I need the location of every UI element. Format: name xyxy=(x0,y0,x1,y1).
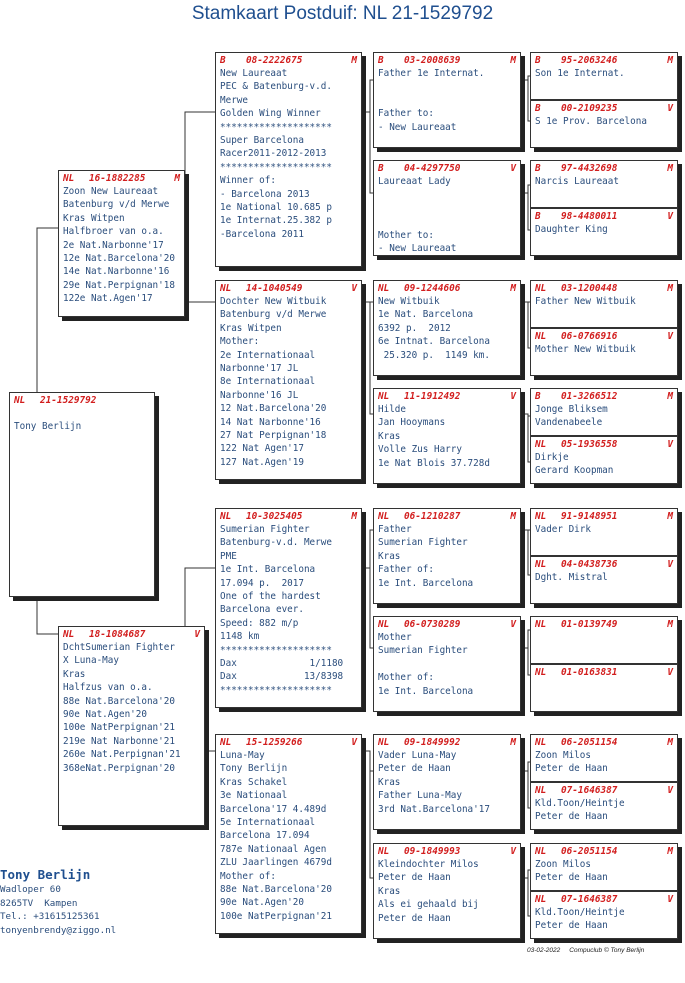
pigeon-info-line: 1148 km xyxy=(220,631,260,643)
pigeon-info-line: Batenburg v/d Merwe xyxy=(63,199,170,211)
ring-number: 09-1849993 xyxy=(404,846,461,857)
pigeon-card-mv xyxy=(215,508,362,708)
pigeon-info-line xyxy=(378,202,516,215)
pigeon-card-g14 xyxy=(530,782,678,830)
country-code: NL xyxy=(14,395,26,406)
pigeon-info-line: 29e Nat.Perpignan'18 xyxy=(63,279,175,291)
sex-marker: V xyxy=(667,785,673,796)
ring-number: 95-2063246 xyxy=(561,55,618,66)
country-code: NL xyxy=(220,737,232,748)
pigeon-info-line: 122e Nat.Agen'17 xyxy=(63,293,153,305)
pigeon-card-g2 xyxy=(530,100,678,148)
pigeon-info-line: Hilde xyxy=(378,404,406,415)
sex-marker: M xyxy=(510,55,516,66)
country-code: B xyxy=(378,163,384,174)
pigeon-info-line: Jonge Bliksem xyxy=(535,404,608,415)
pigeon-info-line: One of the hardest xyxy=(220,591,321,603)
pigeon-info-line: Daughter King xyxy=(535,224,608,235)
pigeon-card-g11 xyxy=(530,616,678,664)
pigeon-info-line: Volle Zus Harry xyxy=(378,444,462,456)
pigeon-info-line: Halfbroer van o.a. xyxy=(63,226,164,238)
ring-number: 06-1210287 xyxy=(404,511,461,522)
ring-number: 16-1882285 xyxy=(89,173,146,184)
pigeon-info-line: 88e Nat.Barcelona'20 xyxy=(63,695,175,707)
pigeon-info-line: Vader Luna-May xyxy=(378,750,457,761)
pigeon-card-self xyxy=(9,392,155,597)
pigeon-info-line: ZLU Jaarlingen 4679d xyxy=(220,857,332,869)
pigeon-info-line: 90e Nat.Agen'20 xyxy=(63,709,147,721)
sex-marker: M xyxy=(174,173,180,184)
pigeon-info-line: Narcis Laureaat xyxy=(535,176,619,187)
ring-number: 18-1084687 xyxy=(89,629,146,640)
ring-number: 03-2008639 xyxy=(404,55,461,66)
ring-header xyxy=(535,163,673,175)
ring-number: 98-4480011 xyxy=(561,211,618,222)
country-code: NL xyxy=(378,511,390,522)
pigeon-info-line: Kld.Toon/Heintje xyxy=(535,798,625,809)
pigeon-info-line: Kleindochter Milos xyxy=(378,859,479,870)
pigeon-info-line: Mother of: xyxy=(220,870,276,882)
country-code: NL xyxy=(220,283,232,294)
pigeon-info-line: 122 Nat Agen'17 xyxy=(220,443,304,455)
ring-header xyxy=(535,211,673,223)
sex-marker: V xyxy=(351,737,357,748)
ring-number: 09-1244606 xyxy=(404,283,461,294)
pigeon-info-line: Peter de Haan xyxy=(535,920,608,932)
pigeon-info-line: Mother xyxy=(378,632,412,643)
pigeon-info-line: Mother: xyxy=(220,336,260,348)
country-code: B xyxy=(535,211,541,222)
sex-marker: M xyxy=(667,391,673,402)
pigeon-info-line: Halfzus van o.a. xyxy=(63,682,153,694)
pigeon-info-line: 1e Nat Blois 37.728d xyxy=(378,457,490,469)
page-title: Stamkaart Postduif: NL 21-1529792 xyxy=(191,3,494,24)
pigeon-card-vmv xyxy=(373,280,521,376)
ring-header xyxy=(63,629,200,641)
country-code: B xyxy=(535,391,541,402)
pigeon-info-line: Kras Witpen xyxy=(220,322,282,334)
pigeon-card-g1 xyxy=(530,52,678,100)
pigeon-info-line: 1e National 10.685 p xyxy=(220,202,332,214)
country-code: NL xyxy=(378,283,390,294)
pigeon-info-line: Kras xyxy=(378,776,401,788)
pigeon-card-mmv xyxy=(373,734,521,830)
pigeon-info-line: New Laureaat xyxy=(220,68,288,79)
pigeon-card-g3 xyxy=(530,160,678,208)
pigeon-info-line xyxy=(378,80,516,93)
pigeon-info-line: - New Laureaat xyxy=(378,121,457,133)
pigeon-info-line: Zoon Milos xyxy=(535,859,591,870)
ring-number: 11-1912492 xyxy=(404,391,461,402)
country-code: B xyxy=(220,55,226,66)
ring-header xyxy=(378,737,516,749)
country-code: NL xyxy=(63,173,75,184)
ring-number: 97-4432698 xyxy=(561,163,618,174)
pigeon-info-line: Barcelona'17 4.489d xyxy=(220,803,327,815)
pigeon-info-line: 1e Int. Barcelona xyxy=(220,564,316,576)
pigeon-info-line: Father to: xyxy=(378,108,434,120)
sex-marker: M xyxy=(510,511,516,522)
ring-number: 01-3266512 xyxy=(561,391,618,402)
sex-marker: M xyxy=(667,55,673,66)
pigeon-card-mmm xyxy=(373,843,521,939)
sex-marker: V xyxy=(667,103,673,114)
pigeon-info-line: Zoon New Laureaat xyxy=(63,186,159,197)
pigeon-info-line: 1e Int. Barcelona xyxy=(378,577,474,589)
ring-header xyxy=(220,55,357,67)
pigeon-info-line: Father Luna-May xyxy=(378,790,462,802)
pigeon-info-line: Gerard Koopman xyxy=(535,465,614,477)
pigeon-info-line: ******************** xyxy=(220,644,332,656)
country-code: B xyxy=(535,55,541,66)
ring-number: 00-2109235 xyxy=(561,103,618,114)
breeder-info xyxy=(0,867,116,937)
pigeon-info-line: Father 1e Internat. xyxy=(378,68,485,79)
pigeon-info-line: Peter de Haan xyxy=(535,872,608,884)
ring-number: 04-4297750 xyxy=(404,163,461,174)
ring-header xyxy=(535,846,673,858)
pigeon-info-line: Father of: xyxy=(378,564,434,576)
ring-number: 91-9148951 xyxy=(561,511,618,522)
pigeon-info-line: 3e Nationaal xyxy=(220,790,288,802)
pigeon-info-line: Sumerian Fighter xyxy=(220,524,310,535)
pigeon-info-line: Sumerian Fighter xyxy=(378,645,468,657)
sex-marker: V xyxy=(510,619,516,630)
country-code: NL xyxy=(535,511,547,522)
ring-header xyxy=(378,55,516,67)
sex-marker: V xyxy=(667,894,673,905)
pigeon-info-line: Racer2011-2012-2013 xyxy=(220,148,327,160)
pigeon-info-line: Kras xyxy=(378,550,401,562)
pigeon-info-line: 1e Int. Barcelona xyxy=(378,685,474,697)
pigeon-info-line: -Barcelona 2011 xyxy=(220,228,304,240)
breeder-phone: Tel.: +31615125361 xyxy=(0,911,100,923)
pigeon-info-line: 3rd Nat.Barcelona'17 xyxy=(378,803,490,815)
pigeon-info-line: 14 Nat Narbonne'16 xyxy=(220,416,321,428)
pigeon-info-line: Barcelona 17.094 xyxy=(220,830,310,842)
pigeon-info-line: Mother to: xyxy=(378,229,434,241)
pigeon-info-line: Jan Hooymans xyxy=(378,417,446,429)
ring-number: 03-1200448 xyxy=(561,283,618,294)
breeder-city: 8265TV Kampen xyxy=(0,897,78,909)
pigeon-info-line: Golden Wing Winner xyxy=(220,108,321,120)
country-code: NL xyxy=(535,737,547,748)
pigeon-info-line: Merwe xyxy=(220,94,248,106)
ring-number: 21-1529792 xyxy=(40,395,97,406)
pigeon-info-line: 14e Nat.Narbonne'16 xyxy=(63,266,170,278)
pigeon-card-vader xyxy=(58,170,185,317)
pigeon-info-line: 90e Nat.Agen'20 xyxy=(220,897,304,909)
country-code: NL xyxy=(535,894,547,905)
pigeon-info-line: Vandenabeele xyxy=(535,417,603,429)
pigeon-info-line: 6e Intnat. Barcelona xyxy=(378,336,490,348)
country-code: NL xyxy=(535,846,547,857)
pigeon-card-g10 xyxy=(530,556,678,604)
pigeon-info-line: 787e Nationaal Agen xyxy=(220,843,327,855)
pigeon-info-line: 2e Nat.Narbonne'17 xyxy=(63,239,164,251)
pigeon-info-line: X Luna-May xyxy=(63,655,119,667)
ring-header xyxy=(535,55,673,67)
ring-header xyxy=(535,559,673,571)
pigeon-info-line: Narbonne'16 JL xyxy=(220,389,299,401)
pigeon-info-line: Kld.Toon/Heintje xyxy=(535,907,625,918)
ring-header xyxy=(378,846,516,858)
pigeon-info-line: Als ei gehaald bij xyxy=(378,899,479,911)
pigeon-info-line: 127 Nat.Agen'19 xyxy=(220,456,304,468)
ring-header xyxy=(535,894,673,906)
pigeon-info-line: PEC & Batenburg-v.d. xyxy=(220,81,332,93)
pigeon-info-line: Barcelona ever. xyxy=(220,604,304,616)
sex-marker: V xyxy=(667,559,673,570)
ring-number: 06-0730289 xyxy=(404,619,461,630)
pigeon-card-vmm xyxy=(373,388,521,484)
pigeon-card-vm xyxy=(215,280,362,480)
ring-number: 06-0766916 xyxy=(561,331,618,342)
ring-header xyxy=(535,667,673,679)
ring-number: 07-1646387 xyxy=(561,785,618,796)
country-code: NL xyxy=(535,559,547,570)
ring-number: 15-1259266 xyxy=(246,737,303,748)
ring-header xyxy=(378,283,516,295)
pigeon-info-line: Tony Berlijn xyxy=(220,763,288,775)
pigeon-info-line: Peter de Haan xyxy=(378,912,451,924)
country-code: NL xyxy=(378,619,390,630)
pigeon-card-g7 xyxy=(530,388,678,436)
ring-number: 01-0139749 xyxy=(561,619,618,630)
country-code: NL xyxy=(535,667,547,678)
sex-marker: V xyxy=(194,629,200,640)
ring-header xyxy=(535,439,673,451)
ring-number: 07-1646387 xyxy=(561,894,618,905)
pigeon-info-line: New Witbuik xyxy=(378,296,440,307)
sex-marker: M xyxy=(667,283,673,294)
ring-number: 04-0438736 xyxy=(561,559,618,570)
country-code: NL xyxy=(535,331,547,342)
pigeon-info-line: 12 Nat.Barcelona'20 xyxy=(220,403,327,415)
pigeon-info-line: Vader Dirk xyxy=(535,524,591,535)
pigeon-card-g16 xyxy=(530,891,678,939)
pigeon-info-line: Kras Schakel xyxy=(220,776,288,788)
ring-number: 06-2051154 xyxy=(561,737,618,748)
pigeon-info-line: Peter de Haan xyxy=(378,872,451,884)
country-code: NL xyxy=(535,785,547,796)
pigeon-info-line: ******************** xyxy=(220,121,332,133)
pigeon-info-line: Speed: 882 m/p xyxy=(220,617,299,629)
pigeon-card-mm xyxy=(215,734,362,934)
country-code: NL xyxy=(378,391,390,402)
pigeon-info-line: Zoon Milos xyxy=(535,750,591,761)
country-code: B xyxy=(535,103,541,114)
breeder-name: Tony Berlijn xyxy=(0,867,91,882)
pigeon-info-line: 8e Internationaal xyxy=(220,376,316,388)
pigeon-info-line: 219e Nat Narbonne'21 xyxy=(63,735,175,747)
pigeon-info-line: - Barcelona 2013 xyxy=(220,188,310,200)
pigeon-info-line: 5e Internationaal xyxy=(220,817,316,829)
pigeon-info-line: Mother of: xyxy=(378,672,434,684)
pigeon-info-line xyxy=(378,94,516,107)
ring-number: 06-2051154 xyxy=(561,846,618,857)
sex-marker: V xyxy=(667,211,673,222)
pigeon-card-g13 xyxy=(530,734,678,782)
country-code: B xyxy=(378,55,384,66)
country-code: NL xyxy=(220,511,232,522)
pigeon-info-line: Father xyxy=(378,524,412,535)
ring-header xyxy=(378,163,516,175)
ring-number: 09-1849992 xyxy=(404,737,461,748)
ring-header xyxy=(378,619,516,631)
sex-marker: V xyxy=(667,667,673,678)
sex-marker: M xyxy=(351,511,357,522)
pigeon-info-line: Peter de Haan xyxy=(535,811,608,823)
pigeon-info-line: Kras xyxy=(63,668,86,680)
ring-header xyxy=(378,391,516,403)
ring-header xyxy=(535,283,673,295)
pigeon-info-line: 17.094 p. 2017 xyxy=(220,577,304,589)
country-code: B xyxy=(535,163,541,174)
pigeon-info-line: 27 Nat Perpignan'18 xyxy=(220,430,327,442)
pigeon-info-line: Dght. Mistral xyxy=(535,572,608,583)
pigeon-info-line xyxy=(14,407,150,420)
sex-marker: V xyxy=(667,331,673,342)
pigeon-card-vvm xyxy=(373,160,521,256)
pigeon-info-line: Son 1e Internat. xyxy=(535,68,625,79)
sex-marker: M xyxy=(667,737,673,748)
pigeon-info-line: Kras xyxy=(378,430,401,442)
sex-marker: M xyxy=(667,511,673,522)
footer-credit: 03-02-2022 Compuclub © Tony Berlijn xyxy=(527,947,645,954)
pigeon-card-mvv xyxy=(373,508,521,604)
pigeon-card-g4 xyxy=(530,208,678,256)
ring-header xyxy=(14,395,150,407)
pigeon-info-line: ******************** xyxy=(220,684,332,696)
pigeon-info-line: 368eNat.Perpignan'20 xyxy=(63,762,175,774)
pigeon-info-line xyxy=(378,658,516,671)
pigeon-info-line: Peter de Haan xyxy=(378,763,451,775)
ring-number: 10-3025405 xyxy=(246,511,303,522)
pigeon-info-line: 100e NatPerpignan'21 xyxy=(63,722,175,734)
pigeon-info-line: Dax 1/1180 xyxy=(220,658,344,670)
pigeon-info-line: Mother New Witbuik xyxy=(535,344,636,355)
pigeon-info-line: Peter de Haan xyxy=(535,763,608,775)
sex-marker: M xyxy=(667,619,673,630)
pigeon-info-line: 12e Nat.Barcelona'20 xyxy=(63,253,175,265)
sex-marker: V xyxy=(351,283,357,294)
pigeon-info-line: ******************** xyxy=(220,161,332,173)
pigeon-info-line: 260e Nat.Perpignan'21 xyxy=(63,749,181,761)
country-code: NL xyxy=(535,619,547,630)
pigeon-info-line xyxy=(378,188,516,201)
pigeon-info-line: 25.320 p. 1149 km. xyxy=(378,349,490,361)
country-code: NL xyxy=(63,629,75,640)
pigeon-info-line: Father New Witbuik xyxy=(535,296,636,307)
country-code: NL xyxy=(378,737,390,748)
ring-header xyxy=(535,331,673,343)
pigeon-info-line: Sumerian Fighter xyxy=(378,537,468,549)
ring-number: 08-2222675 xyxy=(246,55,303,66)
sex-marker: V xyxy=(510,391,516,402)
pigeon-info-line: Batenburg-v.d. Merwe xyxy=(220,537,332,549)
pigeon-info-line xyxy=(378,215,516,228)
pigeon-card-g5 xyxy=(530,280,678,328)
ring-header xyxy=(535,619,673,631)
ring-header xyxy=(535,737,673,749)
sex-marker: M xyxy=(351,55,357,66)
pigeon-info-line: Super Barcelona xyxy=(220,135,304,147)
pigeon-info-line: S 1e Prov. Barcelona xyxy=(535,116,647,127)
ring-header xyxy=(535,103,673,115)
pigeon-info-line: Tony Berlijn xyxy=(14,421,82,433)
pigeon-card-vv xyxy=(215,52,362,267)
ring-header xyxy=(220,283,357,295)
pigeon-info-line: 1e Internat.25.382 p xyxy=(220,215,332,227)
ring-header xyxy=(220,511,357,523)
pigeon-info-line: 6392 p. 2012 xyxy=(378,322,451,334)
pigeon-info-line: PME xyxy=(220,550,237,562)
ring-header xyxy=(63,173,180,185)
pigeon-info-line: 2e Internationaal xyxy=(220,349,316,361)
country-code: NL xyxy=(535,439,547,450)
sex-marker: M xyxy=(667,163,673,174)
pigeon-info-line: Dochter New Witbuik xyxy=(220,296,327,307)
ring-header xyxy=(535,785,673,797)
ring-number: 05-1936558 xyxy=(561,439,618,450)
breeder-email: tonyenbrendy@ziggo.nl xyxy=(0,924,117,936)
pigeon-card-g6 xyxy=(530,328,678,376)
ring-number: 01-0163831 xyxy=(561,667,618,678)
ring-header xyxy=(378,511,516,523)
sex-marker: V xyxy=(510,846,516,857)
sex-marker: M xyxy=(667,846,673,857)
ring-header xyxy=(535,511,673,523)
pigeon-card-moeder xyxy=(58,626,205,826)
pigeon-info-line: Narbonne'17 JL xyxy=(220,363,299,375)
pigeon-card-vvv xyxy=(373,52,521,148)
pigeon-info-line: Luna-May xyxy=(220,750,265,761)
pigeon-card-mvm xyxy=(373,616,521,712)
pigeon-card-g12 xyxy=(530,664,678,712)
sex-marker: V xyxy=(510,163,516,174)
breeder-address: Wadloper 60 xyxy=(0,884,61,895)
pigeon-info-line: Kras Witpen xyxy=(63,212,125,224)
pigeon-info-line: 88e Nat.Barcelona'20 xyxy=(220,884,332,896)
pigeon-info-line: - New Laureaat xyxy=(378,242,457,254)
country-code: NL xyxy=(535,283,547,294)
sex-marker: V xyxy=(667,439,673,450)
sex-marker: M xyxy=(510,283,516,294)
pigeon-info-line: Winner of: xyxy=(220,175,276,187)
pigeon-info-line: Dirkje xyxy=(535,452,569,463)
ring-header xyxy=(535,391,673,403)
pigeon-card-g15 xyxy=(530,843,678,891)
pigeon-info-line: Laureaat Lady xyxy=(378,176,451,187)
country-code: NL xyxy=(378,846,390,857)
pigeon-info-line: Dax 13/8398 xyxy=(220,671,344,683)
pigeon-info-line: Batenburg v/d Merwe xyxy=(220,309,327,321)
pigeon-info-line: 1e Nat. Barcelona xyxy=(378,309,474,321)
ring-header xyxy=(220,737,357,749)
pigeon-card-g8 xyxy=(530,436,678,484)
pigeon-info-line: DchtSumerian Fighter xyxy=(63,642,175,653)
ring-number: 14-1040549 xyxy=(246,283,303,294)
pigeon-info-line: 100e NatPerpignan'21 xyxy=(220,910,332,922)
pigeon-card-g9 xyxy=(530,508,678,556)
sex-marker: M xyxy=(510,737,516,748)
pigeon-info-line: Kras xyxy=(378,885,401,897)
